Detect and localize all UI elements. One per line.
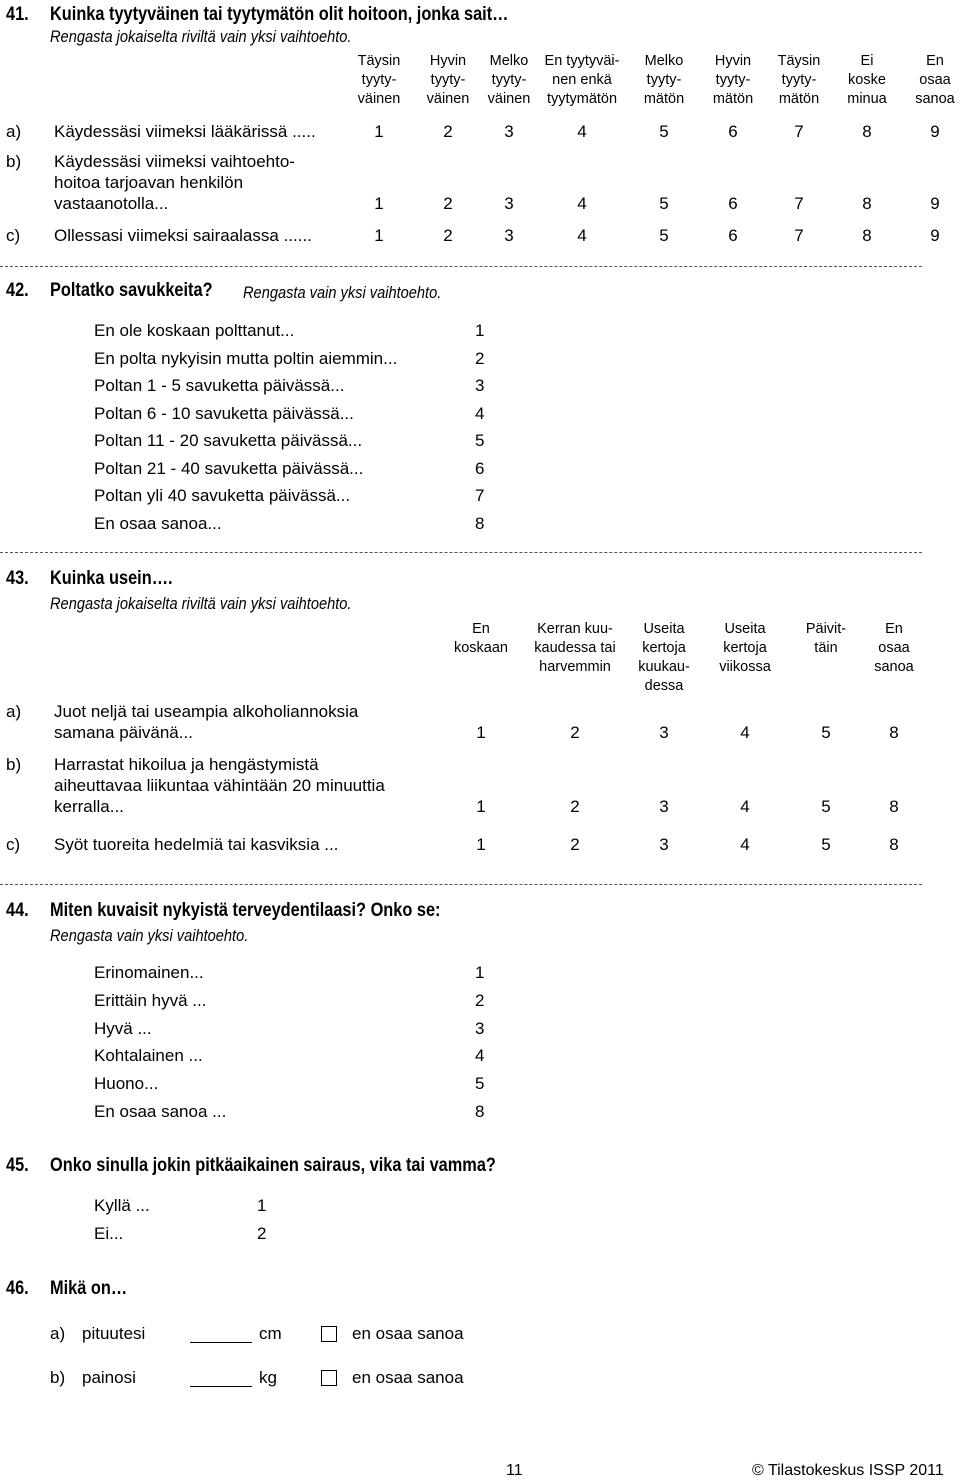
q43-instruction: Rengasta jokaiselta riviltä vain yksi vaihtoehto. <box>50 594 352 613</box>
q41-title: Kuinka tyytyväinen tai tyytymätön olit hoitoon, jonka sait… <box>50 4 509 25</box>
q46-unit: kg <box>259 1368 277 1387</box>
q46-dont-know-checkbox[interactable] <box>321 1326 337 1342</box>
q44-instruction: Rengasta vain yksi vaihtoehto. <box>50 926 249 945</box>
q42-option-code[interactable]: 6 <box>475 458 485 478</box>
q46-unit: cm <box>259 1324 282 1343</box>
q41-answer-code[interactable]: 7 <box>794 122 804 141</box>
q41-row-label: Käydessäsi viimeksi lääkärissä ..... <box>54 122 316 141</box>
q43-answer-code[interactable]: 3 <box>659 835 669 854</box>
q41-answer-code[interactable]: 6 <box>728 226 738 245</box>
q45-option-label: Ei... <box>94 1224 124 1243</box>
q43-column-header: Päivit- täin <box>805 621 847 656</box>
q42-title: Poltatko savukkeita? <box>50 280 213 301</box>
q41-column-header: Melko tyyty- mätön <box>643 53 685 107</box>
q45-number: 45. <box>6 1155 29 1176</box>
q44-option-code[interactable]: 5 <box>475 1074 485 1094</box>
q42-option-code[interactable]: 8 <box>475 513 485 533</box>
q43-answer-code[interactable]: 1 <box>476 723 486 742</box>
q46-answer-line[interactable] <box>190 1386 252 1387</box>
q41-answer-code[interactable]: 9 <box>930 194 940 213</box>
q43-row-label: Syöt tuoreita hedelmiä tai kasviksia ... <box>54 835 339 854</box>
q41-row-label: vastaanotolla... <box>54 194 169 213</box>
q43-answer-code[interactable]: 3 <box>659 797 669 816</box>
q42-option-label: Poltan 6 - 10 savuketta päivässä... <box>94 403 354 423</box>
q43-number: 43. <box>6 568 29 589</box>
q44-number: 44. <box>6 900 29 921</box>
q43-answer-code[interactable]: 2 <box>570 723 580 742</box>
q43-row-letter: b) <box>6 755 22 774</box>
q41-answer-code[interactable]: 7 <box>794 194 804 213</box>
q41-answer-code[interactable]: 9 <box>930 226 940 245</box>
q41-column-header: Melko tyyty- väinen <box>487 53 531 107</box>
q43-column-header: En koskaan <box>453 621 508 656</box>
q43-row-letter: a) <box>6 702 22 721</box>
q41-row-letter: a) <box>6 122 22 141</box>
q41-column-header: Ei koske minua <box>847 53 887 107</box>
q41-row-label: Ollessasi viimeksi sairaalassa ...... <box>54 226 312 245</box>
q43-row-letter: c) <box>6 835 21 854</box>
q42-number: 42. <box>6 280 29 301</box>
q41-answer-code[interactable]: 6 <box>728 122 738 141</box>
q45-option-code[interactable]: 2 <box>257 1224 267 1243</box>
q43-answer-code[interactable]: 8 <box>889 723 899 742</box>
q46-dont-know-checkbox[interactable] <box>321 1370 337 1386</box>
q43-column-header: En osaa sanoa <box>874 621 914 675</box>
divider <box>0 266 922 267</box>
q45-option-code[interactable]: 1 <box>257 1196 267 1215</box>
q44-option-label: Erittäin hyvä ... <box>94 990 207 1010</box>
q41-answer-code[interactable]: 9 <box>930 122 940 141</box>
q42-option-label: En osaa sanoa... <box>94 513 222 533</box>
q41-answer-code[interactable]: 2 <box>443 226 453 245</box>
q43-answer-code[interactable]: 2 <box>570 835 580 854</box>
q43-answer-code[interactable]: 1 <box>476 797 486 816</box>
q46-dont-know-label: en osaa sanoa <box>352 1324 464 1343</box>
q43-column-header: Useita kertoja kuukau- dessa <box>638 621 690 694</box>
q42-option-label: Poltan 11 - 20 savuketta päivässä... <box>94 431 363 450</box>
q41-answer-code[interactable]: 5 <box>659 194 669 213</box>
q42-option-label: En polta nykyisin mutta poltin aiemmin... <box>94 348 398 368</box>
q41-answer-code[interactable]: 4 <box>577 194 587 213</box>
q41-column-header: Täysin tyyty- väinen <box>357 53 401 107</box>
divider <box>0 552 922 553</box>
q41-answer-code[interactable]: 3 <box>504 226 514 245</box>
q44-option-label: Huono... <box>94 1074 159 1094</box>
divider <box>0 884 922 885</box>
q43-answer-code[interactable]: 1 <box>476 835 486 854</box>
q43-answer-code[interactable]: 4 <box>740 797 750 816</box>
q41-row-letter: c) <box>6 226 21 245</box>
q44-option-code[interactable]: 8 <box>475 1102 485 1121</box>
q46-title: Mikä on… <box>50 1278 128 1299</box>
q41-answer-code[interactable]: 8 <box>862 122 872 141</box>
q41-answer-code[interactable]: 4 <box>577 226 587 245</box>
q45-option-label: Kyllä ... <box>94 1196 150 1215</box>
q44-title: Miten kuvaisit nykyistä terveydentilaasi? Onko se: <box>50 900 441 921</box>
q43-column-header: Useita kertoja viikossa <box>719 621 771 675</box>
q42-instruction: Rengasta vain yksi vaihtoehto. <box>243 283 442 302</box>
q46-row-letter: b) <box>50 1368 66 1387</box>
q43-column-header: Kerran kuu- kaudessa tai harvemmin <box>534 621 616 675</box>
q41-row-label: Käydessäsi viimeksi vaihtoehto- <box>54 152 295 171</box>
q43-answer-code[interactable]: 4 <box>740 723 750 742</box>
q41-answer-code[interactable]: 7 <box>794 226 804 245</box>
q41-answer-code[interactable]: 6 <box>728 194 738 213</box>
q41-column-header: En tyytyväi- nen enkä tyytymätön <box>544 53 620 107</box>
q42-option-code[interactable]: 1 <box>475 321 485 340</box>
q41-answer-code[interactable]: 3 <box>504 194 514 213</box>
q44-option-code[interactable]: 3 <box>475 1018 485 1038</box>
q41-row-label: hoitoa tarjoavan henkilön <box>54 173 244 192</box>
q44-option-label: Erinomainen... <box>94 963 204 982</box>
q41-answer-code[interactable]: 1 <box>374 226 384 245</box>
q43-row-label: samana päivänä... <box>54 723 193 742</box>
q46-dont-know-label: en osaa sanoa <box>352 1368 464 1387</box>
q42-option-code[interactable]: 5 <box>475 431 485 450</box>
q43-row-label: aiheuttavaa liikuntaa vähintään 20 minuuttia <box>54 776 385 795</box>
q42-option-code[interactable]: 2 <box>475 348 485 368</box>
q43-answer-code[interactable]: 5 <box>821 797 831 816</box>
copyright: © Tilastokeskus ISSP 2011 <box>752 1462 944 1479</box>
q43-answer-code[interactable]: 8 <box>889 797 899 816</box>
q44-option-label: Kohtalainen ... <box>94 1046 203 1066</box>
q43-answer-code[interactable]: 8 <box>889 835 899 854</box>
q43-answer-code[interactable]: 5 <box>821 723 831 742</box>
q44-option-code[interactable]: 2 <box>475 990 485 1010</box>
q43-answer-code[interactable]: 4 <box>740 835 750 854</box>
q42-option-code[interactable]: 4 <box>475 403 485 423</box>
q43-answer-code[interactable]: 3 <box>659 723 669 742</box>
q41-column-header: En osaa sanoa <box>915 53 955 107</box>
q41-row-letter: b) <box>6 152 22 171</box>
q41-answer-code[interactable]: 8 <box>862 194 872 213</box>
q41-answer-code[interactable]: 8 <box>862 226 872 245</box>
q41-answer-code[interactable]: 1 <box>374 194 384 213</box>
q42-option-code[interactable]: 3 <box>475 376 485 395</box>
q46-row-letter: a) <box>50 1324 66 1343</box>
q46-number: 46. <box>6 1278 29 1299</box>
q41-column-header: Hyvin tyyty- mätön <box>712 53 754 107</box>
q46-row-label: pituutesi <box>82 1324 146 1343</box>
q41-instruction: Rengasta jokaiselta riviltä vain yksi vaihtoehto. <box>50 27 352 46</box>
q44-option-label: En osaa sanoa ... <box>94 1102 227 1121</box>
q42-option-label: En ole koskaan polttanut... <box>94 321 295 340</box>
q46-row-label: painosi <box>82 1368 136 1387</box>
q41-answer-code[interactable]: 4 <box>577 122 587 141</box>
q41-answer-code[interactable]: 1 <box>374 122 384 141</box>
q42-option-label: Poltan yli 40 savuketta päivässä... <box>94 486 351 505</box>
q41-answer-code[interactable]: 2 <box>443 122 453 141</box>
q45-title: Onko sinulla jokin pitkäaikainen sairaus, vika tai vamma? <box>50 1155 496 1176</box>
q42-option-label: Poltan 1 - 5 savuketta päivässä... <box>94 376 345 395</box>
q43-row-label: Juot neljä tai useampia alkoholiannoksia <box>54 702 359 721</box>
q43-answer-code[interactable]: 2 <box>570 797 580 816</box>
q44-option-code[interactable]: 4 <box>475 1046 485 1066</box>
q41-answer-code[interactable]: 3 <box>504 122 514 141</box>
q41-answer-code[interactable]: 5 <box>659 122 669 141</box>
q42-option-code[interactable]: 7 <box>475 486 485 505</box>
q41-number: 41. <box>6 4 29 25</box>
q46-answer-line[interactable] <box>190 1342 252 1343</box>
q41-answer-code[interactable]: 2 <box>443 194 453 213</box>
q43-row-label: kerralla... <box>54 797 124 816</box>
q41-answer-code[interactable]: 5 <box>659 226 669 245</box>
q43-row-label: Harrastat hikoilua ja hengästymistä <box>54 755 319 774</box>
q41-column-header: Hyvin tyyty- väinen <box>426 53 470 107</box>
q43-answer-code[interactable]: 5 <box>821 835 831 854</box>
page-number: 11 <box>506 1462 523 1479</box>
q44-option-label: Hyvä ... <box>94 1018 152 1038</box>
q44-option-code[interactable]: 1 <box>475 963 485 982</box>
q43-title: Kuinka usein…. <box>50 568 173 589</box>
q41-column-header: Täysin tyyty- mätön <box>777 53 821 107</box>
q42-option-label: Poltan 21 - 40 savuketta päivässä... <box>94 458 364 478</box>
